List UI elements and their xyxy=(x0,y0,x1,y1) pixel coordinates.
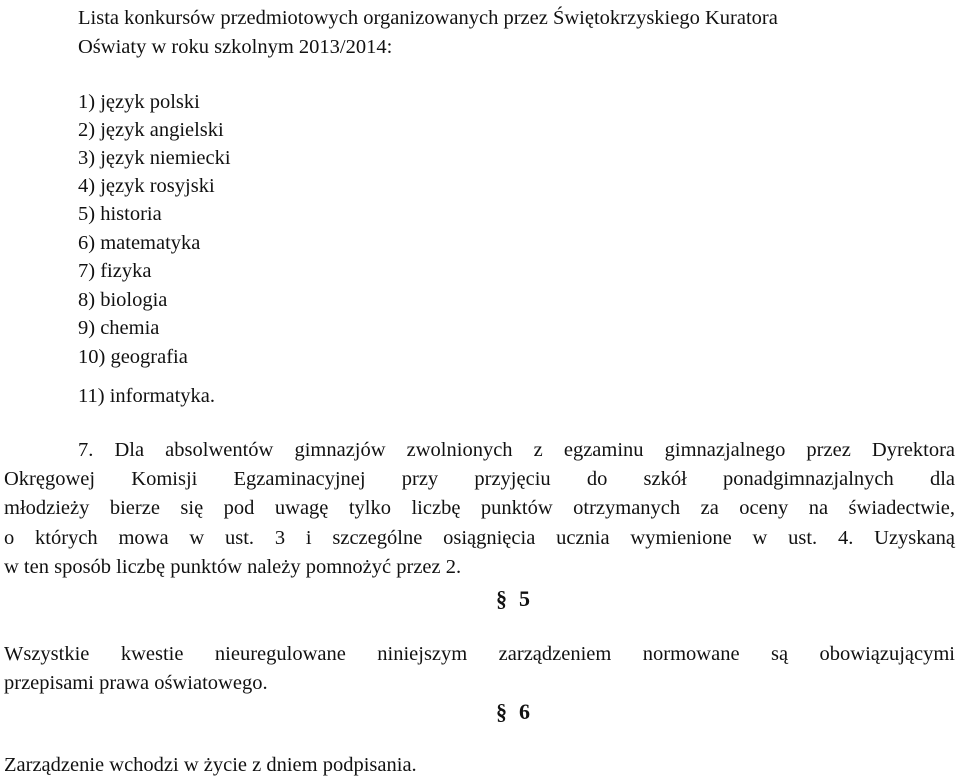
section-number: 6 xyxy=(519,699,530,724)
paragraph-7-line: o których mowa w ust. 3 i szczególne osiągnięcia ucznia wymienione w ust. 4. Uzyskaną xyxy=(4,527,955,549)
section-5-line: Wszystkie kwestie nieuregulowane niniejszym zarządzeniem normowane są obowiązującymi xyxy=(4,643,955,665)
section-number: 5 xyxy=(519,586,530,611)
list-item: 7) fizyka xyxy=(78,260,152,282)
intro-line-1: Lista konkursów przedmiotowych organizowanych przez Świętokrzyskiego Kuratora xyxy=(78,7,778,29)
paragraph-7-line: w ten sposób liczbę punktów należy pomnożyć przez 2. xyxy=(4,556,462,578)
paragraph-7-line: Okręgowej Komisji Egzaminacyjnej przy przyjęciu do szkół ponadgimnazjalnych dla xyxy=(4,468,955,490)
section-6-heading xyxy=(496,699,530,725)
list-item: 1) język polski xyxy=(78,91,200,113)
intro-line-2: Oświaty w roku szkolnym 2013/2014: xyxy=(78,36,393,58)
paragraph-7-line: 7. Dla absolwentów gimnazjów zwolnionych z egzaminu gimnazjalnego przez Dyrektora xyxy=(78,439,955,461)
list-item: 8) biologia xyxy=(78,289,168,311)
list-item: 3) język niemiecki xyxy=(78,147,231,169)
list-item: 2) język angielski xyxy=(78,119,224,141)
list-item: 11) informatyka. xyxy=(78,385,216,407)
list-item: 6) matematyka xyxy=(78,232,201,254)
list-item: 9) chemia xyxy=(78,317,160,339)
section-5-line: przepisami prawa oświatowego. xyxy=(4,672,268,694)
section-6-text: Zarządzenie wchodzi w życie z dniem podpisania. xyxy=(4,754,417,776)
list-item: 5) historia xyxy=(78,203,162,225)
list-item: 10) geografia xyxy=(78,346,188,368)
list-item: 4) język rosyjski xyxy=(78,175,215,197)
section-symbol: § xyxy=(496,699,507,724)
paragraph-7-line: młodzieży bierze się pod uwagę tylko liczbę punktów otrzymanych za oceny na świadectwie, xyxy=(4,497,955,519)
section-symbol: § xyxy=(496,586,507,611)
section-5-heading xyxy=(496,586,530,612)
